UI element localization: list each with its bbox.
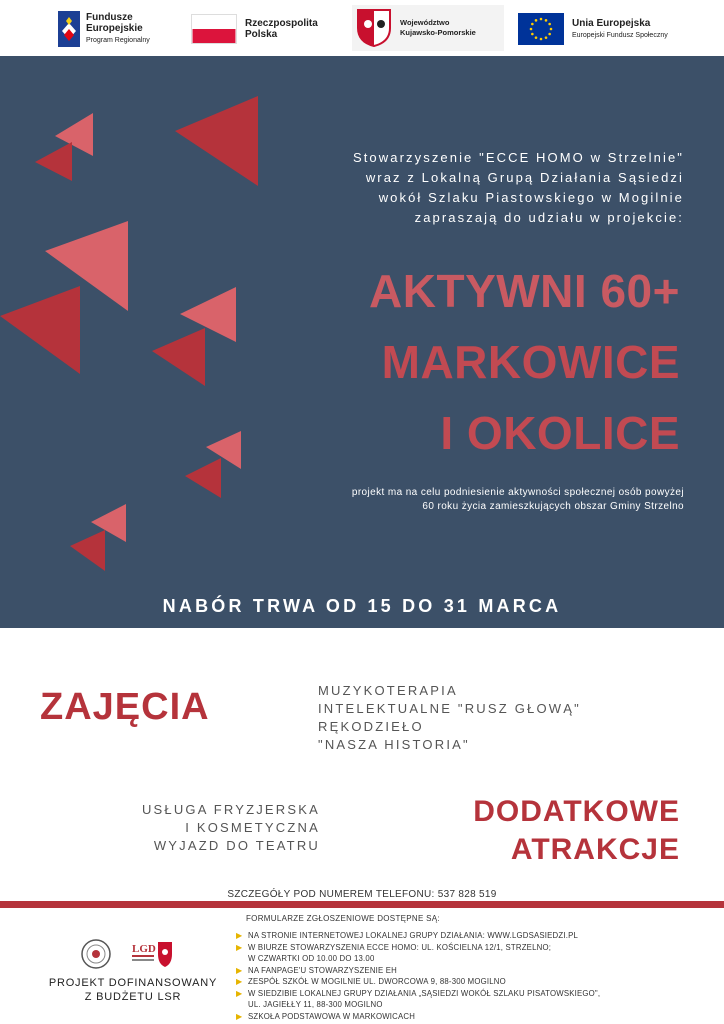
form-location-item [236, 1011, 706, 1023]
form-location-text: NA FANPAGE'U STOWARZYSZENIE EH [248, 965, 398, 975]
fundusze-europejskie-logo [58, 8, 150, 50]
footer-logos [80, 938, 180, 970]
form-location-item [236, 965, 706, 977]
project-title-line: AKTYWNI 60+ [369, 265, 680, 317]
form-location-text: W BIURZE STOWARZYSZENIA ECCE HOMO: UL. KOŚCIELNA 12/1, STRZELNO; [248, 942, 552, 952]
extras-heading-line: DODATKOWE [473, 795, 680, 828]
bullet-icon: ▶ [236, 931, 243, 940]
extra-item: I KOSMETYCZNA [185, 820, 320, 835]
kp-line2: Kujawsko-Pomorskie [400, 28, 476, 37]
poland-flag-icon [191, 14, 237, 44]
eu-star-icon [548, 23, 551, 26]
aim-line: projekt ma na celu podniesienie aktywności społecznej osób powyżej [351, 487, 684, 498]
extras-heading-line: ATRAKCJE [510, 833, 680, 866]
unia-europejska-logo [518, 8, 668, 50]
form-location-item [236, 942, 706, 965]
funding-note [38, 976, 228, 1004]
fe-line1: Fundusze [86, 12, 133, 23]
form-location-text: SZKOŁA PODSTAWOWA W MARKOWICACH [248, 1011, 416, 1021]
lgd-logo-icon [132, 942, 172, 967]
ue-line1: Unia Europejska [572, 17, 651, 29]
triangle-decoration [180, 287, 236, 342]
eu-star-icon [535, 19, 538, 22]
coat-of-arms-icon [356, 8, 392, 48]
extras-heading [473, 793, 680, 869]
extra-item: USŁUGA FRYZJERSKA [141, 802, 320, 817]
recruitment-banner: NABÓR TRWA OD 15 DO 31 MARCA [162, 596, 562, 616]
intro-line: zapraszają do udziału w projekcie: [414, 210, 684, 225]
activity-item: MUZYKOTERAPIA [318, 683, 458, 698]
project-title-line: MARKOWICE [381, 336, 680, 388]
phone-info: SZCZEGÓŁY POD NUMEREM TELEFONU: 537 828 519 [227, 889, 497, 900]
fe-line2: Europejskie [86, 23, 143, 34]
forms-list [236, 930, 706, 1022]
eu-star-icon [530, 28, 533, 31]
eu-star-icon [531, 33, 534, 36]
intro-line: wraz z Lokalną Grupą Działania Sąsiedzi [365, 170, 684, 185]
rp-line1: Rzeczpospolita [245, 18, 318, 29]
eu-star-icon [540, 18, 543, 21]
form-location-item [236, 988, 706, 1011]
funding-line: PROJEKT DOFINANSOWANY [48, 977, 218, 989]
bullet-icon: ▶ [236, 988, 243, 998]
intro-line: wokół Szlaku Piastowskiego w Mogilnie [378, 190, 684, 205]
activity-item: RĘKODZIEŁO [318, 719, 424, 734]
intro-text [264, 148, 684, 228]
bullet-icon: ▶ [236, 942, 243, 952]
form-location-text: NA STRONIE INTERNETOWEJ LOKALNEJ GRUPY DZIAŁANIA: WWW.LGDSASIEDZI.PL [248, 931, 579, 940]
activity-item: INTELEKTUALNE "RUSZ GŁOWĄ" [318, 701, 581, 716]
bullet-icon: ▶ [236, 977, 243, 986]
logo-strip [0, 0, 724, 56]
form-location-item [236, 930, 706, 942]
extra-item: WYJAZD DO TEATRU [153, 838, 320, 853]
eu-star-icon [545, 19, 548, 22]
eu-flag-icon [518, 13, 564, 45]
triangle-decoration [152, 328, 205, 386]
project-aim [284, 486, 684, 514]
eu-star-icon [550, 28, 553, 31]
kp-line1: Województwo [400, 18, 450, 27]
form-location-text: ZESPÓŁ SZKÓŁ W MOGILNIE UL. DWORCOWA 9, 88-300 MOGILNO [248, 977, 506, 986]
extras-list [60, 801, 320, 855]
triangle-decoration [0, 286, 80, 374]
form-location-continuation: UL. JAGIEŁŁY 11, 88-300 MOGILNO [248, 1000, 383, 1009]
intro-line: Stowarzyszenie "ECCE HOMO w Strzelnie" [352, 150, 684, 165]
form-location-text: W SIEDZIBIE LOKALNEJ GRUPY DZIAŁANIA „SĄSIEDZI WOKÓŁ SZLAKU PISATOWSKIEGO", [248, 988, 601, 998]
activities-heading: ZAJĘCIA [40, 686, 210, 728]
fe-emblem-icon [58, 11, 80, 47]
lgd-mark: LGD [132, 943, 156, 955]
triangle-decoration [185, 458, 221, 498]
rp-line2: Polska [245, 29, 278, 40]
forms-title: FORMULARZE ZGŁOSZENIOWE DOSTĘPNE SĄ: [246, 914, 440, 923]
bullet-icon: ▶ [236, 1011, 243, 1021]
eu-star-icon [545, 36, 548, 39]
project-title-line: I OKOLICE [440, 407, 680, 459]
rzeczpospolita-polska-logo [191, 8, 318, 50]
kujawsko-pomorskie-logo [352, 5, 504, 51]
divider-bar [0, 901, 724, 908]
funding-line: Z BUDŻETU LSR [84, 991, 182, 1003]
form-location-continuation: W CZWARTKI OD 10.00 DO 13.00 [248, 954, 375, 963]
association-seal-icon [82, 940, 110, 968]
aim-line: 60 roku życia zamieszkujących obszar Gminy Strzelno [422, 501, 684, 512]
bullet-icon: ▶ [236, 965, 243, 975]
triangle-decoration [175, 96, 258, 186]
triangle-decoration [70, 530, 105, 571]
triangle-decoration [35, 142, 72, 181]
fe-sub: Program Regionalny [86, 37, 150, 44]
ue-sub: Europejski Fundusz Społeczny [572, 31, 668, 39]
activities-list [318, 682, 658, 754]
eu-star-icon [531, 23, 534, 26]
eu-star-icon [540, 38, 543, 41]
project-title [260, 256, 680, 469]
eu-star-icon [548, 33, 551, 36]
activity-item: "NASZA HISTORIA" [318, 737, 470, 752]
form-location-item [236, 976, 706, 988]
hero-panel [0, 56, 724, 628]
eu-star-icon [535, 36, 538, 39]
